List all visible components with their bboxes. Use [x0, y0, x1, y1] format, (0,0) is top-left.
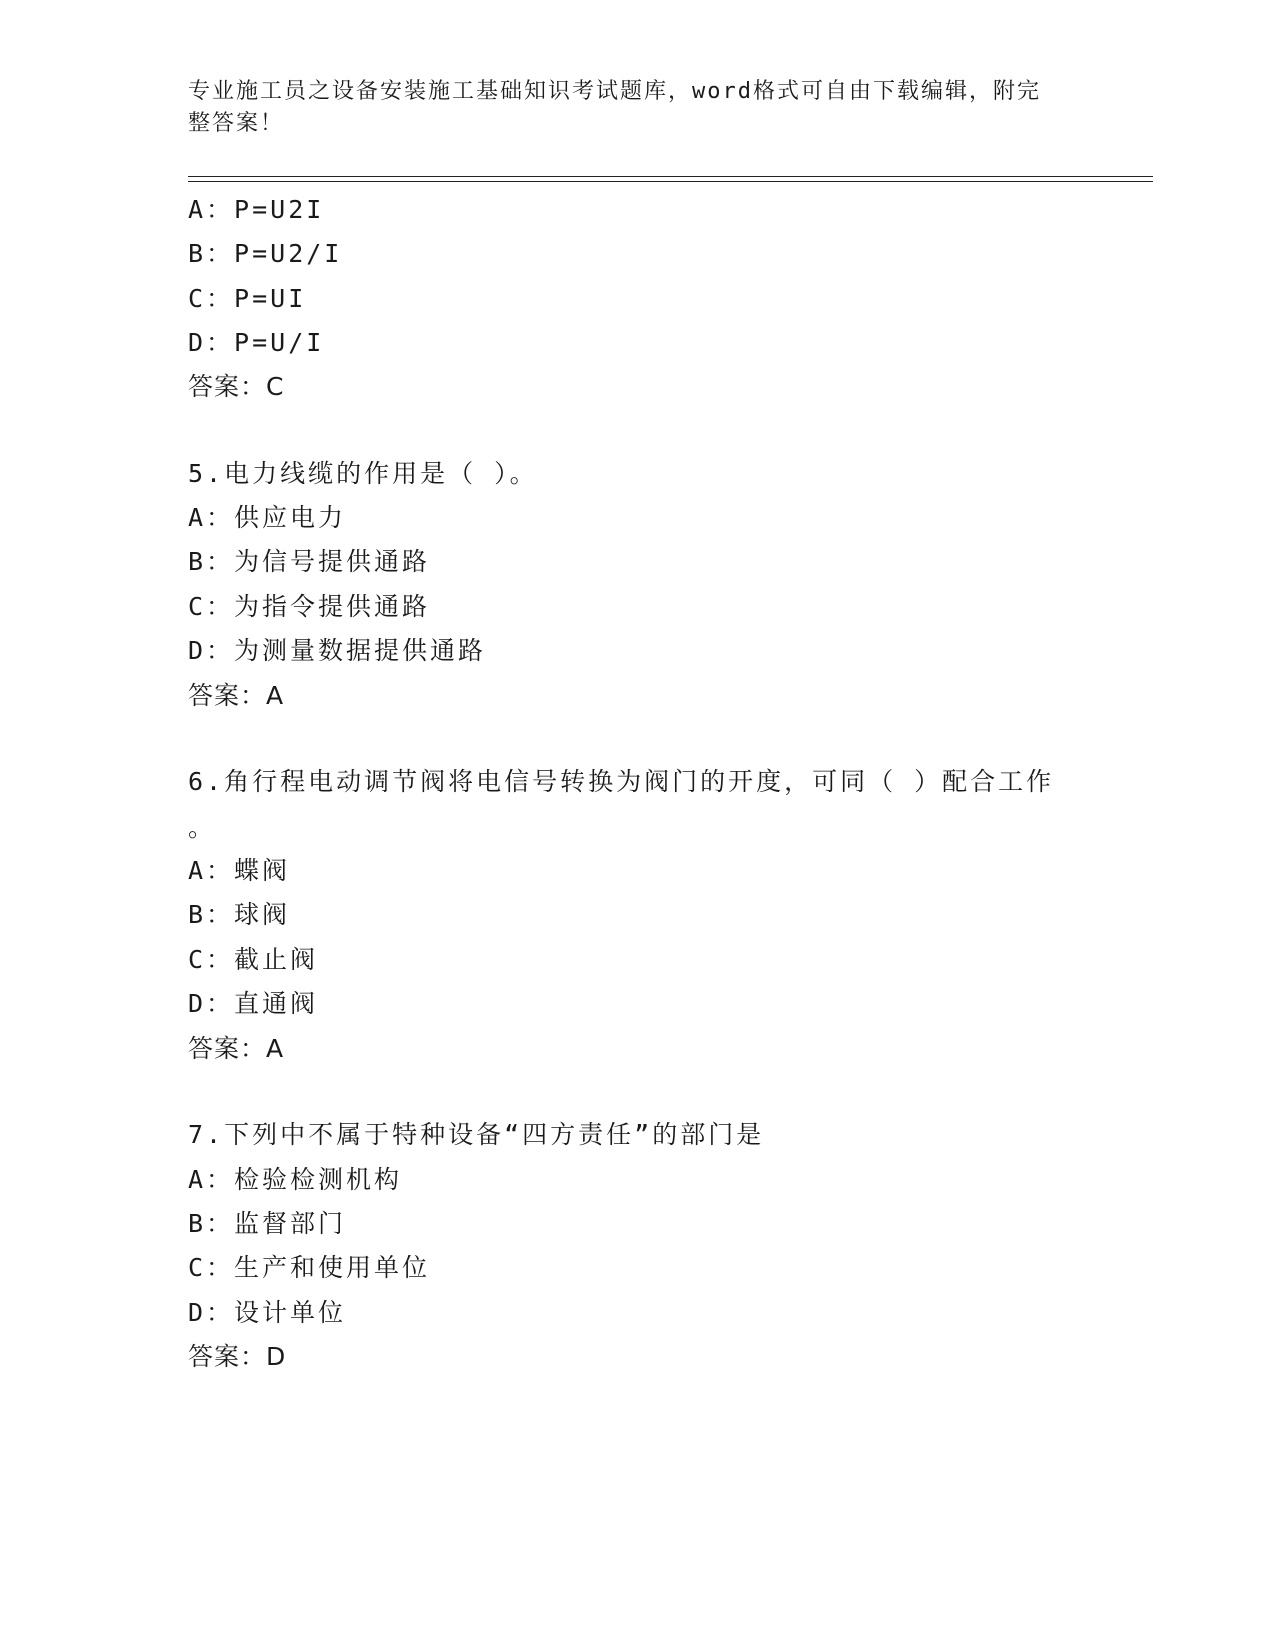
q6-option-d: D：直通阀	[188, 989, 319, 1018]
q6-question-line-2: 。	[188, 813, 217, 842]
q6-option-b: B：球阀	[188, 900, 291, 929]
q6-question-line-1: 6.角行程电动调节阀将电信号转换为阀门的开度，可同（ ）配合工作	[188, 767, 1055, 796]
q4-option-d: D：P=U/I	[188, 328, 325, 357]
q6-option-c: C：截止阀	[188, 945, 319, 974]
q5-option-c: C：为指令提供通路	[188, 592, 431, 621]
q5-option-d: D：为测量数据提供通路	[188, 636, 487, 665]
header-line-2: 整答案！	[188, 111, 285, 136]
q7-option-d: D：设计单位	[188, 1298, 347, 1327]
q4-answer: 答案：C	[188, 372, 285, 401]
q7-answer: 答案：D	[188, 1342, 287, 1371]
header-line-1: 专业施工员之设备安装施工基础知识考试题库，word格式可自由下载编辑，附完	[188, 79, 1041, 104]
q5-option-a: A：供应电力	[188, 503, 347, 532]
q7-option-a: A：检验检测机构	[188, 1165, 403, 1194]
q4-option-a: A：P=U2I	[188, 195, 325, 224]
q5-answer: 答案：A	[188, 681, 285, 710]
q6-option-a: A：蝶阀	[188, 856, 291, 885]
q4-option-c: C：P=UI	[188, 284, 307, 313]
header-divider-bottom	[188, 181, 1153, 182]
q7-option-c: C：生产和使用单位	[188, 1253, 431, 1282]
document-header	[188, 76, 1068, 140]
q4-option-b: B：P=U2/I	[188, 239, 343, 268]
q5-option-b: B：为信号提供通路	[188, 547, 431, 576]
q6-answer: 答案：A	[188, 1034, 285, 1063]
q7-question: 7.下列中不属于特种设备“四方责任”的部门是	[188, 1120, 765, 1149]
header-divider-top	[188, 176, 1153, 177]
q5-question: 5.电力线缆的作用是（ ）。	[188, 459, 538, 488]
q7-option-b: B：监督部门	[188, 1209, 347, 1238]
